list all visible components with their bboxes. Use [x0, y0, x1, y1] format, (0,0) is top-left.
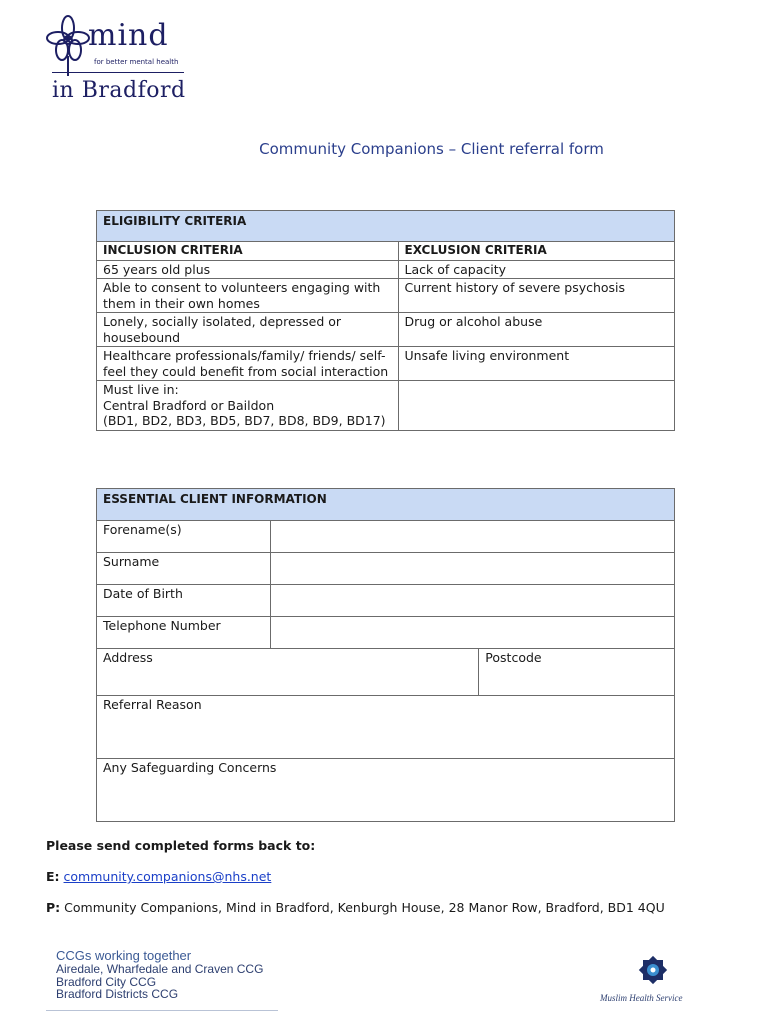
inclusion-line: (BD1, BD2, BD3, BD5, BD7, BD8, BD9, BD17) [103, 413, 386, 428]
logo-wordmark: mind [88, 18, 169, 53]
telephone-field[interactable] [270, 617, 674, 649]
postcode-field[interactable] [479, 649, 675, 696]
email-label: E: [46, 869, 60, 884]
inclusion-header: INCLUSION CRITERIA [97, 242, 399, 261]
inclusion-line: Must live in: [103, 382, 179, 397]
exclusion-cell: Current history of severe psychosis [398, 279, 674, 313]
mind-flower-icon [46, 10, 92, 80]
ccg-line: Bradford City CCG [56, 974, 157, 989]
post-address: Community Companions, Mind in Bradford, Kenburgh House, 28 Manor Row, Bradford, BD1 4QU [64, 900, 665, 915]
referral-reason-label: Referral Reason [103, 697, 202, 712]
telephone-label: Telephone Number [97, 617, 271, 649]
exclusion-cell: Lack of capacity [398, 260, 674, 279]
client-info-table [96, 488, 675, 822]
surname-label: Surname [97, 553, 271, 585]
postcode-label: Postcode [485, 650, 542, 665]
client-info-header: ESSENTIAL CLIENT INFORMATION [97, 489, 675, 521]
email-row [46, 869, 271, 884]
logo-divider [52, 72, 184, 73]
mhs-label: Muslim Health Service [600, 993, 683, 1003]
address-label: Address [103, 650, 153, 665]
post-row [46, 900, 665, 915]
ccg-line: Bradford Districts CCG [56, 987, 179, 1001]
dob-field[interactable] [270, 585, 674, 617]
surname-field[interactable] [270, 553, 674, 585]
forename-field[interactable] [270, 521, 674, 553]
post-label: P: [46, 900, 61, 915]
table-row [97, 347, 675, 381]
safeguarding-field[interactable] [97, 759, 675, 822]
ccg-block [56, 948, 263, 1001]
inclusion-cell: 65 years old plus [97, 260, 399, 279]
safeguarding-label: Any Safeguarding Concerns [103, 760, 277, 775]
exclusion-cell: Drug or alcohol abuse [398, 313, 674, 347]
ccg-title: CCGs working together [56, 948, 192, 963]
logo-tagline: for better mental health [94, 58, 179, 66]
page-title: Community Companions – Client referral form [259, 140, 604, 158]
exclusion-header: EXCLUSION CRITERIA [398, 242, 674, 261]
inclusion-cell: Healthcare professionals/family/ friends/ self-feel they could benefit from social interaction [97, 347, 399, 381]
table-row [97, 381, 675, 431]
forename-label: Forename(s) [97, 521, 271, 553]
eligibility-header: ELIGIBILITY CRITERIA [97, 211, 675, 242]
exclusion-cell: Unsafe living environment [398, 347, 674, 381]
inclusion-cell: Lonely, socially isolated, depressed or housebound [97, 313, 399, 347]
exclusion-cell [398, 381, 674, 431]
email-link[interactable]: community.companions@nhs.net [63, 869, 272, 884]
logo-place: in Bradford [52, 78, 186, 103]
inclusion-line: Central Bradford or Baildon [103, 397, 275, 413]
send-instructions: Please send completed forms back to: [46, 838, 316, 853]
inclusion-cell: Able to consent to volunteers engaging with them in their own homes [97, 279, 399, 313]
inclusion-cell [97, 381, 399, 431]
referral-reason-field[interactable] [97, 696, 675, 759]
table-row [97, 313, 675, 347]
ccg-divider [46, 1010, 278, 1011]
mhs-star-icon [636, 953, 670, 987]
address-field[interactable] [97, 649, 479, 696]
eligibility-table [96, 210, 675, 431]
table-row [97, 260, 675, 279]
table-row [97, 279, 675, 313]
dob-label: Date of Birth [97, 585, 271, 617]
ccg-line: Airedale, Wharfedale and Craven CCG [56, 962, 264, 976]
